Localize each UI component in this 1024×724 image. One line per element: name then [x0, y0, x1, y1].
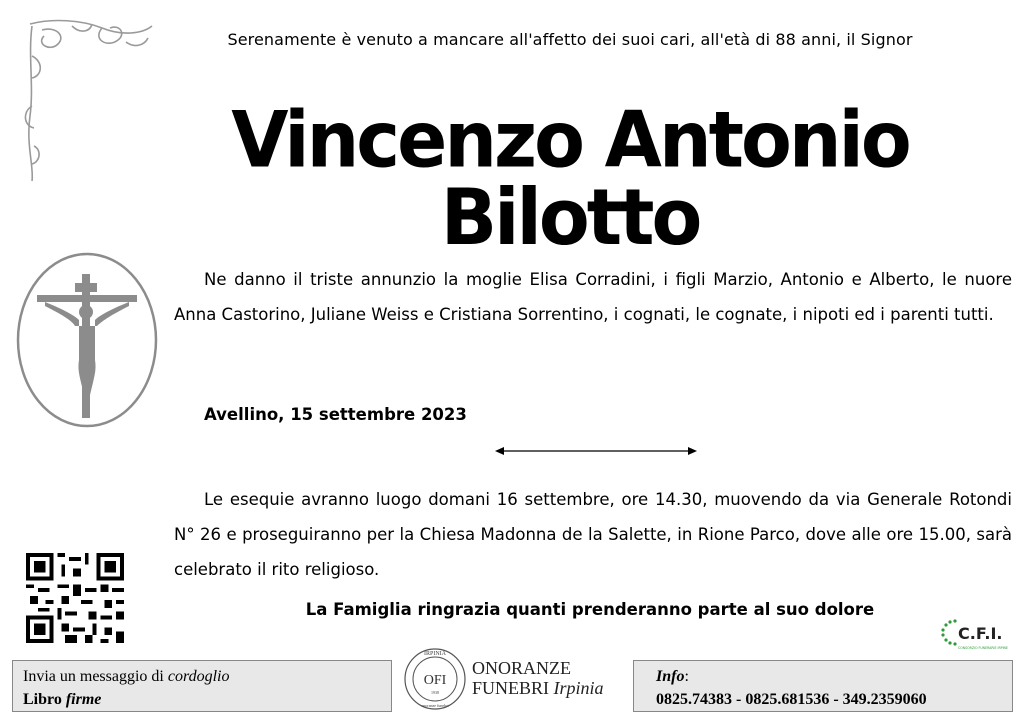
thanks-text: La Famiglia ringrazia quanti prenderanno parte al suo dolore [305, 600, 875, 619]
condolence-label: Invia un messaggio di [23, 668, 168, 685]
brand-line1: ONORANZE [472, 658, 571, 678]
logo-top-text: IRPINIA [424, 651, 446, 657]
guestbook-label-italic: firme [65, 691, 102, 708]
cfi-logo-subtext: CONSORZIO FUNERARIE IRPINE [958, 646, 1008, 650]
info-label: Info: [656, 668, 689, 685]
logo-year: 1938 [431, 690, 439, 695]
guestbook-link[interactable] [23, 688, 381, 711]
qr-code-icon[interactable] [26, 553, 124, 643]
place-date: Avellino, 15 settembre 2023 [204, 405, 467, 424]
condolence-box[interactable] [12, 660, 392, 712]
funeral-details-paragraph: Le esequie avranno luogo domani 16 settembre, ore 14.30, muovendo da via Generale Rotondi N° 26 e proseguiranno per la Chiesa Madonna de la Salette, in Rione Parco, dove alle ore 15.00, sarà celebrato il rito religioso. [174, 490, 1012, 579]
brand-line2: FUNEBRI Irpinia [472, 678, 604, 698]
deceased-name: Vincenzo Antonio Bilotto [231, 95, 909, 263]
funeral-home-logo-icon [402, 646, 468, 712]
funeral-home-name [472, 658, 604, 698]
guestbook-label: Libro [23, 691, 66, 708]
info-box [633, 660, 1013, 712]
condolence-label-italic: cordoglio [167, 668, 230, 685]
double-arrow-divider-icon [495, 444, 697, 458]
intro-text: Serenamente è venuto a mancare all'affetto dei suoi cari, all'età di 88 anni, il Signor [227, 30, 913, 49]
cfi-logo-text: C.F.I. [958, 624, 1003, 643]
condolence-link[interactable] [23, 665, 381, 688]
info-phones: 0825.74383 - 0825.681536 - 349.2359060 [656, 691, 927, 708]
logo-bottom-text: onoranze funebri [421, 703, 449, 708]
logo-monogram: OFI [423, 673, 447, 688]
announcement-paragraph: Ne danno il triste annunzio la moglie Elisa Corradini, i figli Marzio, Antonio e Alberto, le nuore Anna Castorino, Juliane Weiss e Cristiana Sorrentino, i cognati, le cognate, i nipoti ed i parenti tutti. [174, 270, 1012, 324]
crucifix-icon [15, 250, 160, 430]
cfi-logo [940, 619, 1016, 653]
